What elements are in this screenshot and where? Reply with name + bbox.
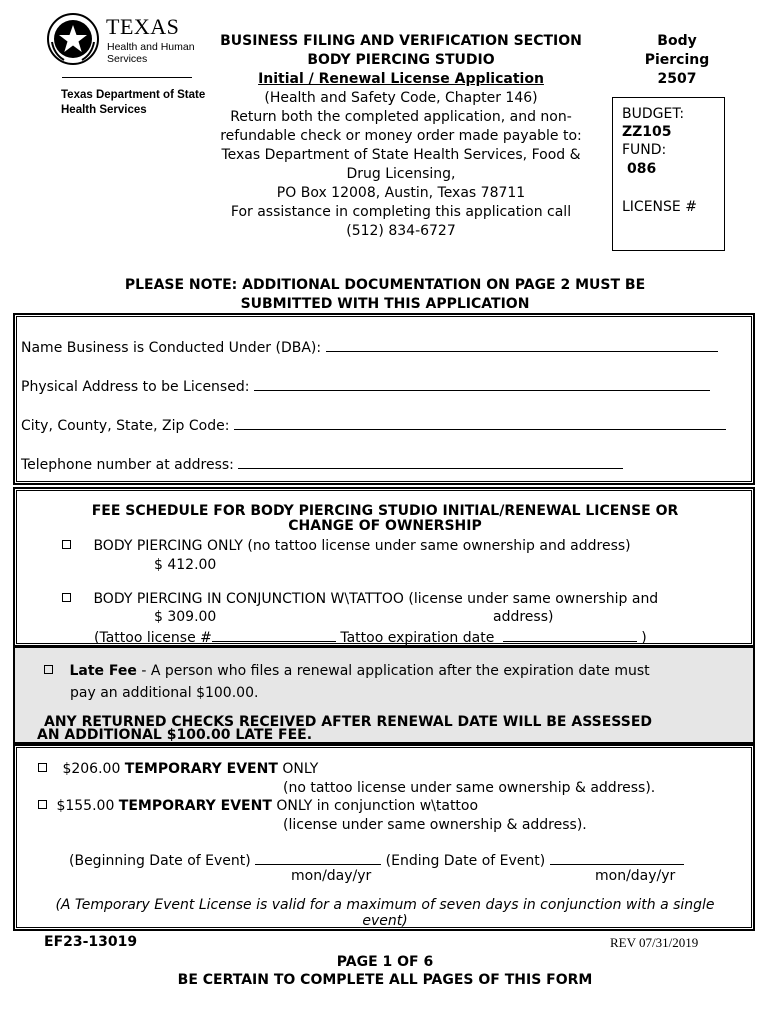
dba-field[interactable] <box>21 337 718 357</box>
side-label: Piercing <box>644 52 710 68</box>
temp-license-note: event) <box>362 913 408 929</box>
side-label: Body <box>657 33 697 49</box>
business-info-box <box>13 313 755 485</box>
address-label: Physical Address to be Licensed: <box>21 379 250 395</box>
fund-value: 086 <box>627 161 657 177</box>
budget-box <box>612 97 725 251</box>
logo-texas-text: TEXAS <box>106 14 180 39</box>
note-line: PLEASE NOTE: ADDITIONAL DOCUMENTATION ON PAGE 2 MUST BE <box>124 277 646 293</box>
tattoo-expiration-input-line[interactable] <box>503 627 637 642</box>
returned-checks-warning: AN ADDITIONAL $100.00 LATE FEE. <box>37 727 313 743</box>
budget-label: BUDGET: <box>622 106 685 122</box>
checkbox[interactable] <box>38 800 47 809</box>
header-address: PO Box 12008, Austin, Texas 78711 <box>276 185 526 201</box>
fee-option-continued: address) <box>493 609 554 625</box>
header-studio-title: BODY PIERCING STUDIO <box>307 52 495 68</box>
header-instruction: Drug Licensing, <box>346 166 456 182</box>
date-format-hint: mon/day/yr <box>291 868 372 884</box>
begin-date-label: (Beginning Date of Event) <box>69 853 251 869</box>
address-input-line[interactable] <box>254 376 710 391</box>
begin-date-input-line[interactable] <box>255 850 381 865</box>
temp-event-option[interactable] <box>38 760 318 778</box>
tattoo-license-input-line[interactable] <box>212 627 336 642</box>
late-fee-text: pay an additional $100.00. <box>70 685 259 701</box>
dba-input-line[interactable] <box>326 337 718 352</box>
late-fee-label: Late Fee <box>69 663 137 679</box>
city-label: City, County, State, Zip Code: <box>21 418 230 434</box>
temp-event-text: (license under same ownership & address). <box>283 817 587 833</box>
revision-date: REV 07/31/2019 <box>610 935 699 950</box>
header-instruction: refundable check or money order made payable to: <box>220 128 582 144</box>
logo-divider <box>62 77 192 78</box>
temp-price: $155.00 <box>56 798 119 814</box>
late-fee-text: - A person who files a renewal application after the expiration date must <box>136 663 650 679</box>
checkbox[interactable] <box>62 593 71 602</box>
fee-option-label: BODY PIERCING IN CONJUNCTION W\TATTOO (license under same ownership and <box>93 591 659 607</box>
end-date-label: (Ending Date of Event) <box>385 853 546 869</box>
fee-price: $ 412.00 <box>154 557 217 573</box>
note-line: SUBMITTED WITH THIS APPLICATION <box>240 296 530 312</box>
temp-event-option[interactable] <box>38 797 478 815</box>
fund-label: FUND: <box>622 142 667 158</box>
header-code-ref: (Health and Safety Code, Chapter 146) <box>264 90 538 106</box>
late-fee-option[interactable] <box>44 662 650 680</box>
phone-input-line[interactable] <box>238 454 623 469</box>
address-field[interactable] <box>21 376 710 396</box>
checkbox[interactable] <box>44 665 53 674</box>
page-number: PAGE 1 OF 6 <box>336 954 434 970</box>
end-date-input-line[interactable] <box>550 850 684 865</box>
tattoo-license-label: (Tattoo license # <box>94 630 212 646</box>
header-instruction: Texas Department of State Health Services, Food & <box>221 147 581 163</box>
fee-option-label: BODY PIERCING ONLY (no tattoo license under same ownership and address) <box>93 538 631 554</box>
form-code: EF23-13019 <box>44 934 138 950</box>
checkbox[interactable] <box>62 540 71 549</box>
temp-event-label: TEMPORARY EVENT <box>118 798 272 814</box>
fee-price: $ 309.00 <box>154 609 217 625</box>
license-label: LICENSE # <box>622 199 697 215</box>
temp-event-text: (no tattoo license under same ownership & address). <box>283 780 656 796</box>
header-phone: (512) 834-6727 <box>346 223 456 239</box>
fee-title: FEE SCHEDULE FOR BODY PIERCING STUDIO INITIAL/RENEWAL LICENSE OR <box>91 503 679 519</box>
checkbox[interactable] <box>38 763 47 772</box>
header-assistance: For assistance in completing this application call <box>230 204 572 220</box>
city-field[interactable] <box>21 415 726 435</box>
event-dates-row <box>69 850 684 870</box>
date-format-hint: mon/day/yr <box>595 868 676 884</box>
temp-license-note: (A Temporary Event License is valid for a maximum of seven days in conjunction with a single <box>55 897 715 913</box>
fee-option-with-tattoo[interactable] <box>62 590 658 608</box>
temp-event-label: TEMPORARY EVENT <box>124 761 278 777</box>
header-instruction: Return both the completed application, and non- <box>230 109 572 125</box>
header-application-title: Initial / Renewal License Application <box>258 71 544 87</box>
phone-field[interactable] <box>21 454 623 474</box>
side-code: 2507 <box>657 71 697 87</box>
fee-title: CHANGE OF OWNERSHIP <box>288 518 482 534</box>
texas-seal-logo <box>46 12 100 66</box>
temp-event-text: ONLY in conjunction w\tattoo <box>271 798 479 814</box>
returned-checks-warning: ANY RETURNED CHECKS RECEIVED AFTER RENEWAL DATE WILL BE ASSESSED <box>44 714 653 730</box>
tattoo-expiration-label: Tattoo expiration date <box>340 630 495 646</box>
dba-label: Name Business is Conducted Under (DBA): <box>21 340 322 356</box>
close-paren: ) <box>641 630 647 646</box>
budget-value: ZZ105 <box>622 124 672 140</box>
header-section-title: BUSINESS FILING AND VERIFICATION SECTION <box>220 33 582 49</box>
completion-instruction: BE CERTAIN TO COMPLETE ALL PAGES OF THIS FORM <box>177 972 593 988</box>
logo-hhs-text: Health and Human Services <box>107 41 195 65</box>
logo-dshs-text: Texas Department of State Health Services <box>61 89 206 116</box>
fee-option-piercing-only[interactable] <box>62 537 631 555</box>
tattoo-license-row <box>94 627 647 647</box>
phone-label: Telephone number at address: <box>21 457 234 473</box>
temp-price: $206.00 <box>62 761 125 777</box>
temp-event-text: ONLY <box>277 761 319 777</box>
city-input-line[interactable] <box>234 415 726 430</box>
